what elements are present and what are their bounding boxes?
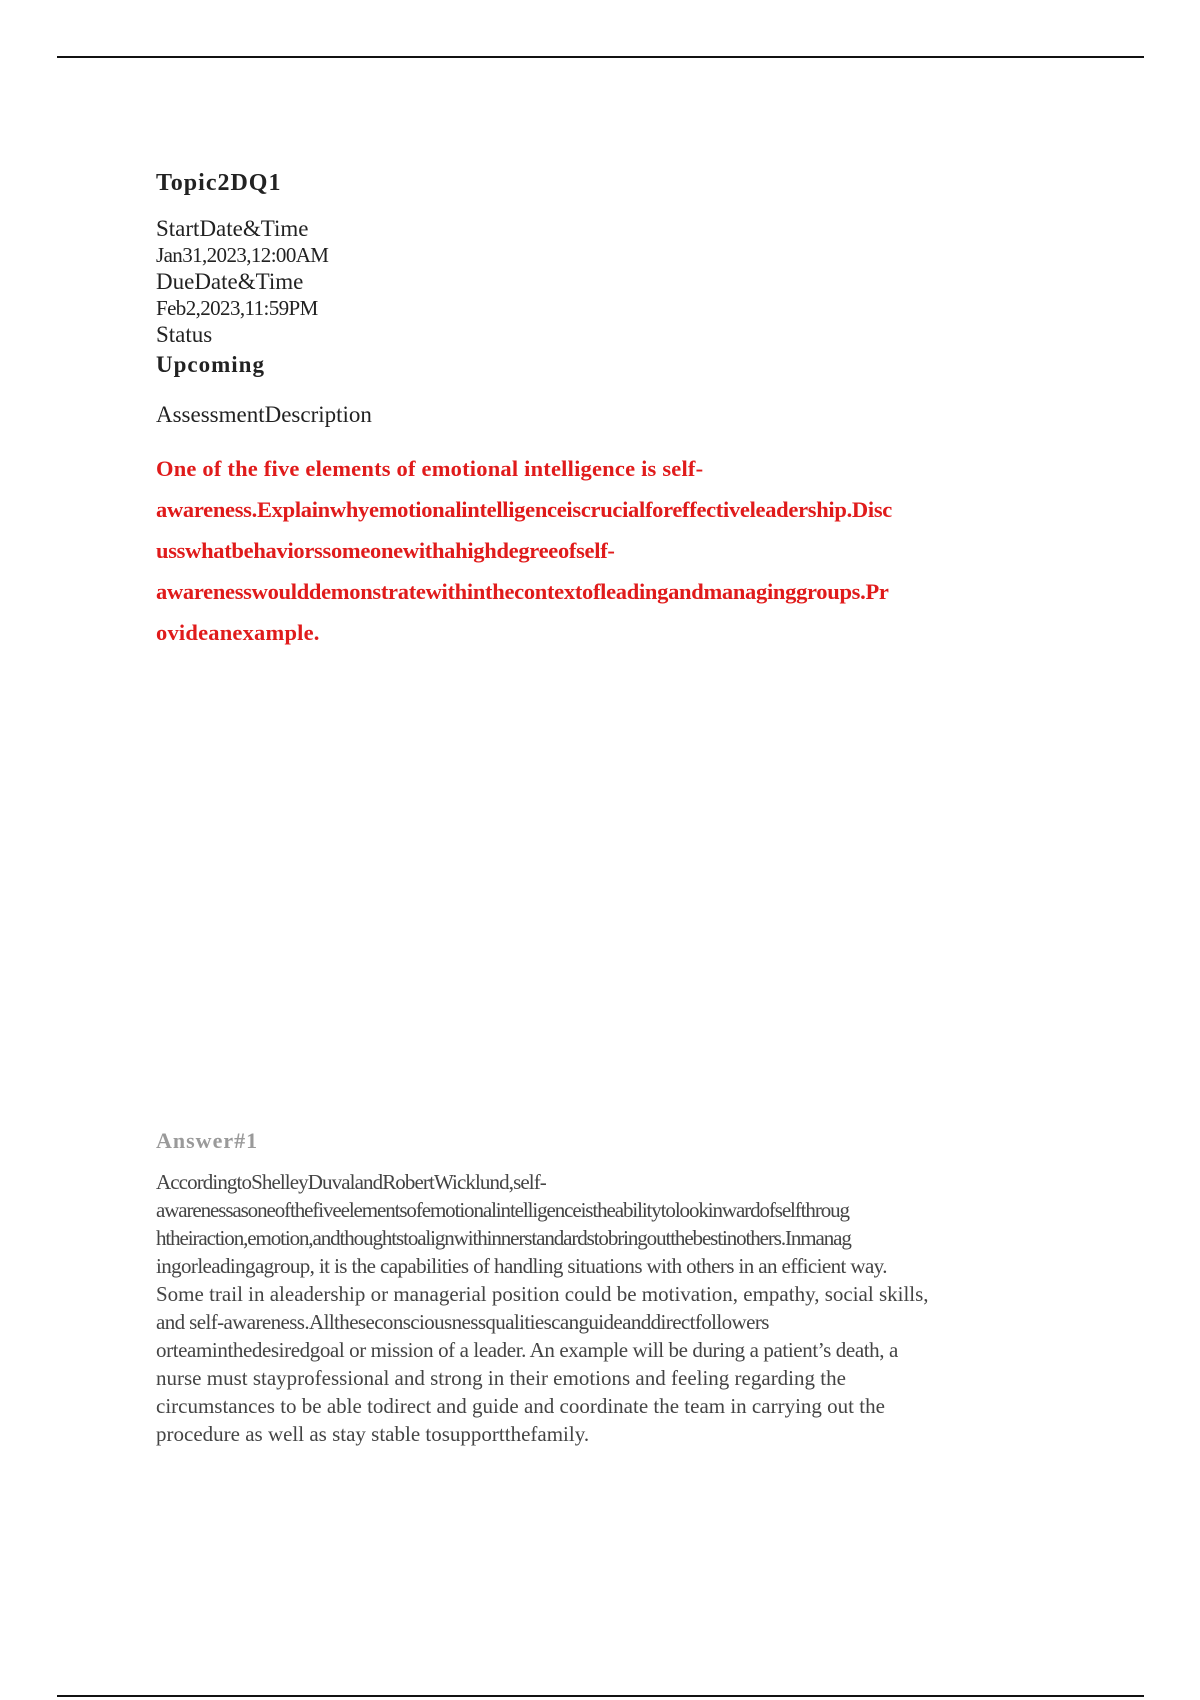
bottom-rule [57, 1695, 1144, 1697]
top-rule [57, 56, 1144, 58]
assessment-info [156, 170, 1086, 653]
answer-line: AccordingtoShelleyDuvalandRobertWicklund,self- [156, 1170, 546, 1194]
question-line: ovideanexample. [156, 620, 320, 645]
answer-line: nurse must stayprofessional and strong in their emotions and feeling regarding the [156, 1366, 846, 1390]
answer-line: and self-awareness.Alltheseconsciousnessqualitiescanguideanddirectfollowers [156, 1310, 769, 1334]
question-line: awarenesswoulddemonstratewithinthecontextofleadingandmanaginggroups.Pr [156, 579, 889, 604]
answer-line: circumstances to be able todirect and guide and coordinate the team in carrying out the [156, 1394, 885, 1418]
start-date-value: Jan31,2023,12:00AM [156, 243, 329, 267]
answer-line: awarenessasoneofthefiveelementsofemotionalintelligenceistheabilitytolookinwardofselfthroug [156, 1198, 849, 1222]
answer-line: ingorleadingagroup, it is the capabilities of handling situations with others in an efficient way. [156, 1254, 887, 1278]
due-date-label: DueDate&Time [156, 269, 304, 294]
answer-line: procedure as well as stay stable tosupportthefamily. [156, 1422, 590, 1446]
question-line: usswhatbehaviorssomeonewithahighdegreeofself- [156, 538, 615, 563]
question-line: One of the five elements of emotional intelligence is self- [156, 456, 704, 481]
question-text [156, 448, 1086, 653]
answer-line: orteaminthedesiredgoal or mission of a leader. An example will be during a patient’s death, a [156, 1338, 898, 1362]
answer-line: Some trail in aleadership or managerial position could be motivation, empathy, social skills, [156, 1282, 929, 1306]
status-value: Upcoming [156, 352, 265, 377]
answer-heading: Answer#1 [156, 1128, 259, 1153]
status-label: Status [156, 322, 213, 347]
due-date-value: Feb2,2023,11:59PM [156, 296, 318, 320]
page-title: Topic2DQ1 [156, 170, 282, 196]
assessment-description-label: AssessmentDescription [156, 402, 372, 427]
answer-section [156, 1128, 1096, 1448]
answer-text [156, 1168, 1096, 1448]
answer-line: htheiraction,emotion,andthoughtstoalignwithinnerstandardstobringoutthebestinothers.Inmanag [156, 1226, 851, 1250]
start-date-label: StartDate&Time [156, 216, 309, 241]
question-line: awareness.Explainwhyemotionalintelligenceiscrucialforeffectiveleadership.Disc [156, 497, 892, 522]
